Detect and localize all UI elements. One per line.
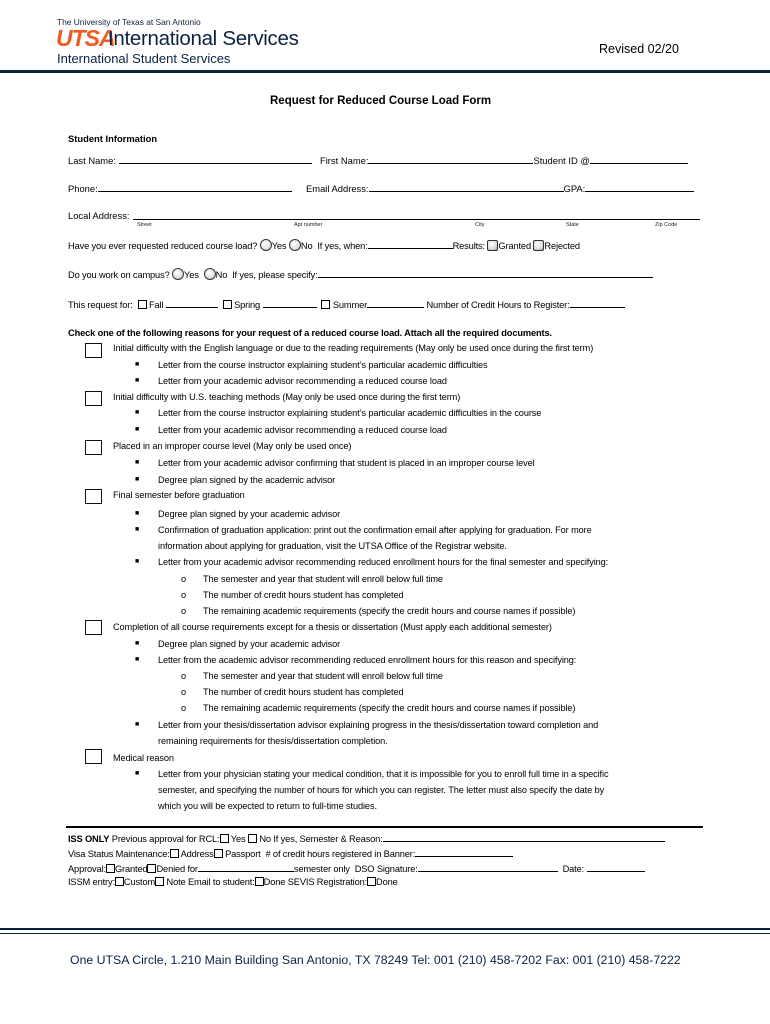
- reasons-heading: Check one of the following reasons for your request of a reduced course load. Attach all the required documents.: [68, 328, 552, 338]
- city-label: City: [475, 222, 485, 228]
- reason-item: Confirmation of graduation application: print out the confirmation email after applying for graduation. For more: [158, 525, 592, 535]
- gpa-field[interactable]: [585, 182, 694, 192]
- footer-divider-top: [0, 928, 770, 930]
- campus-question: Do you work on campus?: [68, 270, 170, 280]
- done-sevis-label: Done SEVIS Registration:: [263, 877, 368, 887]
- address-checkbox[interactable]: [170, 849, 179, 858]
- reason-medical-title: Medical reason: [113, 753, 174, 763]
- email-label: Email Address:: [306, 183, 369, 194]
- prior-rcl-question: Have you ever requested reduced course load?: [68, 241, 258, 251]
- phone-label: Phone:: [68, 183, 98, 194]
- reason-item: Letter from the academic advisor recommending reduced enrollment hours for this reason and specifying:: [158, 655, 577, 665]
- reason-subitem: The remaining academic requirements (specify the credit hours and course names if possible): [203, 703, 576, 713]
- apt-label: Apt number: [294, 222, 323, 228]
- note-checkbox[interactable]: [155, 877, 164, 886]
- reason-thesis-title: Completion of all course requirements except for a thesis or dissertation (Must apply each additional semester): [113, 622, 552, 632]
- iss-prev-label: Previous approval for RCL:: [111, 834, 220, 844]
- done-checkbox[interactable]: [367, 877, 376, 886]
- bullet-icon: ■: [135, 770, 140, 777]
- sub-bullet-icon: o: [181, 687, 187, 697]
- form-title: Request for Reduced Course Load Form: [270, 95, 492, 107]
- university-name: The University of Texas at San Antonio: [57, 17, 201, 27]
- last-name-row: [68, 154, 312, 166]
- iss-no-label: No If yes, Semester & Reason:: [259, 834, 383, 844]
- phone-field[interactable]: [98, 182, 292, 192]
- reason-subitem: The remaining academic requirements (specify the credit hours and course names if possible): [203, 606, 576, 616]
- reason-final-semester-checkbox[interactable]: [85, 489, 102, 504]
- done-label: Done: [376, 877, 398, 887]
- dso-signature-label: DSO Signature:: [354, 864, 418, 874]
- term-question: This request for:: [68, 300, 133, 310]
- prior-yes-label: Yes: [271, 241, 287, 251]
- reason-teaching-checkbox[interactable]: [85, 391, 102, 406]
- granted-label: Granted: [498, 241, 531, 251]
- student-id-field[interactable]: [590, 154, 688, 164]
- prior-no-radio[interactable]: [289, 239, 301, 251]
- department-name: International Student Services: [57, 51, 231, 66]
- passport-checkbox[interactable]: [214, 849, 223, 858]
- bullet-icon: ■: [135, 476, 140, 483]
- iss-yes-checkbox[interactable]: [220, 834, 229, 843]
- last-name-label: Last Name:: [68, 155, 116, 166]
- sub-bullet-icon: o: [181, 590, 187, 600]
- approval-denied-label: Denied for: [156, 864, 198, 874]
- semester-only-label: semester only: [293, 864, 350, 874]
- spring-checkbox[interactable]: [223, 300, 232, 309]
- summer-field[interactable]: [367, 298, 424, 308]
- footer-address: One UTSA Circle, 1.210 Main Building San Antonio, TX 78249 Tel: 001 (210) 458-7202 Fax: 001 (210) 458-7222: [70, 953, 681, 967]
- bullet-icon: ■: [135, 377, 140, 384]
- dso-signature-field[interactable]: [418, 862, 558, 872]
- bullet-icon: ■: [135, 558, 140, 565]
- student-id-label: Student ID @: [533, 155, 590, 166]
- approval-label: Approval:: [68, 864, 106, 874]
- reason-item-continued: remaining requirements for thesis/dissertation completion.: [158, 736, 388, 746]
- reason-item: Letter from your academic advisor recommending a reduced course load: [158, 376, 447, 386]
- reason-item: Letter from your academic advisor confirming that student is placed in an improper course level: [158, 458, 535, 468]
- bullet-icon: ■: [135, 426, 140, 433]
- iss-no-checkbox[interactable]: [248, 834, 257, 843]
- reason-item: Letter from your thesis/dissertation advisor explaining progress in the thesis/dissertation toward completion and: [158, 720, 599, 730]
- rejected-checkbox[interactable]: [533, 240, 544, 251]
- sub-bullet-icon: o: [181, 574, 187, 584]
- reason-item-continued: which you will be expected to return to full-time studies.: [158, 801, 377, 811]
- approval-granted-label: Granted: [114, 864, 148, 874]
- sub-bullet-icon: o: [181, 671, 187, 681]
- date-field[interactable]: [587, 862, 645, 872]
- spring-label: Spring: [234, 300, 261, 310]
- bullet-icon: ■: [135, 656, 140, 663]
- reason-subitem: The semester and year that student will enroll below full time: [203, 671, 443, 681]
- gpa-label: GPA:: [563, 183, 586, 194]
- reason-item: Letter from the course instructor explaining student’s particular academic difficulties in the course: [158, 408, 542, 418]
- bullet-icon: ■: [135, 361, 140, 368]
- fall-checkbox[interactable]: [138, 300, 147, 309]
- term-row: [68, 298, 625, 310]
- phone-row: [68, 182, 292, 194]
- prior-no-label: No: [300, 241, 313, 251]
- date-label: Date:: [562, 864, 585, 874]
- bullet-icon: ■: [135, 459, 140, 466]
- reason-item: Letter from your academic advisor recommending a reduced course load: [158, 425, 447, 435]
- iss-divider: [66, 826, 703, 828]
- reason-final-semester-title: Final semester before graduation: [113, 490, 245, 500]
- state-label: State: [566, 222, 579, 228]
- iss-issm-row: [68, 877, 398, 887]
- student-info-heading: Student Information: [68, 133, 158, 144]
- custom-label: Custom: [123, 877, 156, 887]
- reason-item: Degree plan signed by your academic advisor: [158, 639, 341, 649]
- first-name-row: [320, 154, 688, 166]
- passport-label: Passport: [225, 849, 261, 859]
- fall-field[interactable]: [166, 298, 218, 308]
- reason-thesis-checkbox[interactable]: [85, 620, 102, 635]
- reason-teaching-title: Initial difficulty with U.S. teaching methods (May only be used once during the first term): [113, 392, 461, 402]
- header-divider: [0, 70, 770, 73]
- summer-checkbox[interactable]: [321, 300, 330, 309]
- utsa-logo: UTSA: [56, 25, 115, 51]
- international-services-title: International Services: [108, 27, 299, 50]
- zip-label: Zip Code: [655, 222, 678, 228]
- reason-item-continued: information about applying for graduation, visit the UTSA Office of the Registrar website.: [158, 541, 507, 551]
- campus-row: [68, 268, 653, 280]
- street-label: Street: [137, 222, 152, 228]
- revision-date: Revised 02/20: [599, 42, 679, 56]
- rejected-label: Rejected: [544, 241, 580, 251]
- reason-subitem: The semester and year that student will enroll below full time: [203, 574, 443, 584]
- campus-yes-radio[interactable]: [172, 268, 184, 280]
- campus-specify-field[interactable]: [318, 268, 653, 278]
- denied-semester-field[interactable]: [198, 862, 294, 872]
- note-label: Note Email to student:: [166, 877, 255, 887]
- iss-visa-row: [68, 847, 513, 859]
- iss-only-label: ISS ONLY: [68, 834, 110, 844]
- reason-english-checkbox[interactable]: [85, 343, 102, 358]
- reason-subitem: The number of credit hours student has completed: [203, 687, 404, 697]
- campus-no-label: No: [215, 270, 228, 280]
- email-row: [306, 182, 694, 194]
- summer-label: Summer: [332, 300, 368, 310]
- credit-reg-field[interactable]: [415, 847, 513, 857]
- first-name-field[interactable]: [368, 154, 533, 164]
- campus-yes-label: Yes: [184, 270, 199, 280]
- reason-item: Letter from your physician stating your medical condition, that it is impossible for you to enroll full time in a specific: [158, 769, 609, 779]
- reason-course-level-checkbox[interactable]: [85, 440, 102, 455]
- bullet-icon: ■: [135, 640, 140, 647]
- local-address-label: Local Address:: [68, 210, 130, 221]
- reason-item: Degree plan signed by your academic advisor: [158, 509, 341, 519]
- last-name-field[interactable]: [119, 154, 312, 164]
- email-field[interactable]: [369, 182, 564, 192]
- issm-label: ISSM entry:: [68, 877, 115, 887]
- iss-prev-row: [68, 832, 665, 844]
- prior-rcl-row: [68, 239, 580, 251]
- credit-reg-label: # of credit hours registered in Banner:: [265, 849, 416, 859]
- reason-english-title: Initial difficulty with the English language or due to the reading requirements (May only be used once during the first term): [113, 343, 594, 353]
- prior-when-label: If yes, when:: [317, 241, 368, 251]
- reason-item: Letter from your academic advisor recommending reduced enrollment hours for the final semester and specifying:: [158, 557, 609, 567]
- prior-yes-radio[interactable]: [260, 239, 272, 251]
- bullet-icon: ■: [135, 510, 140, 517]
- bullet-icon: ■: [135, 409, 140, 416]
- reason-item-continued: semester, and specifying the number of hours for which you can register. The letter must also specify the date by: [158, 785, 605, 795]
- credit-hours-label: Number of Credit Hours to Register:: [426, 300, 570, 310]
- credit-hours-field[interactable]: [570, 298, 625, 308]
- reason-item: Degree plan signed by the academic advisor: [158, 475, 336, 485]
- approval-granted-checkbox[interactable]: [106, 864, 115, 873]
- footer-divider-bottom: [0, 933, 770, 934]
- prior-when-field[interactable]: [368, 239, 453, 249]
- bullet-icon: ■: [135, 721, 140, 728]
- spring-field[interactable]: [263, 298, 317, 308]
- results-label: Results:: [452, 241, 485, 251]
- sub-bullet-icon: o: [181, 703, 187, 713]
- custom-checkbox[interactable]: [115, 877, 124, 886]
- bullet-icon: ■: [135, 526, 140, 533]
- reason-course-level-title: Placed in an improper course level (May only be used once): [113, 441, 352, 451]
- first-name-label: First Name:: [320, 155, 369, 166]
- iss-reason-field[interactable]: [383, 832, 665, 842]
- sub-bullet-icon: o: [181, 606, 187, 616]
- campus-specify-label: If yes, please specify:: [232, 270, 318, 280]
- done-sevis-checkbox[interactable]: [255, 877, 264, 886]
- address-label: Address: [180, 849, 214, 859]
- granted-checkbox[interactable]: [487, 240, 498, 251]
- campus-no-radio[interactable]: [204, 268, 216, 280]
- fall-label: Fall: [148, 300, 164, 310]
- visa-label: Visa Status Maintenance:: [68, 849, 170, 859]
- reason-medical-checkbox[interactable]: [85, 749, 102, 764]
- reason-item: Letter from the course instructor explaining student’s particular academic difficulties: [158, 360, 488, 370]
- iss-approval-row: [68, 862, 645, 874]
- local-address-field[interactable]: [133, 219, 700, 220]
- iss-yes-label: Yes: [230, 834, 246, 844]
- reason-subitem: The number of credit hours student has completed: [203, 590, 404, 600]
